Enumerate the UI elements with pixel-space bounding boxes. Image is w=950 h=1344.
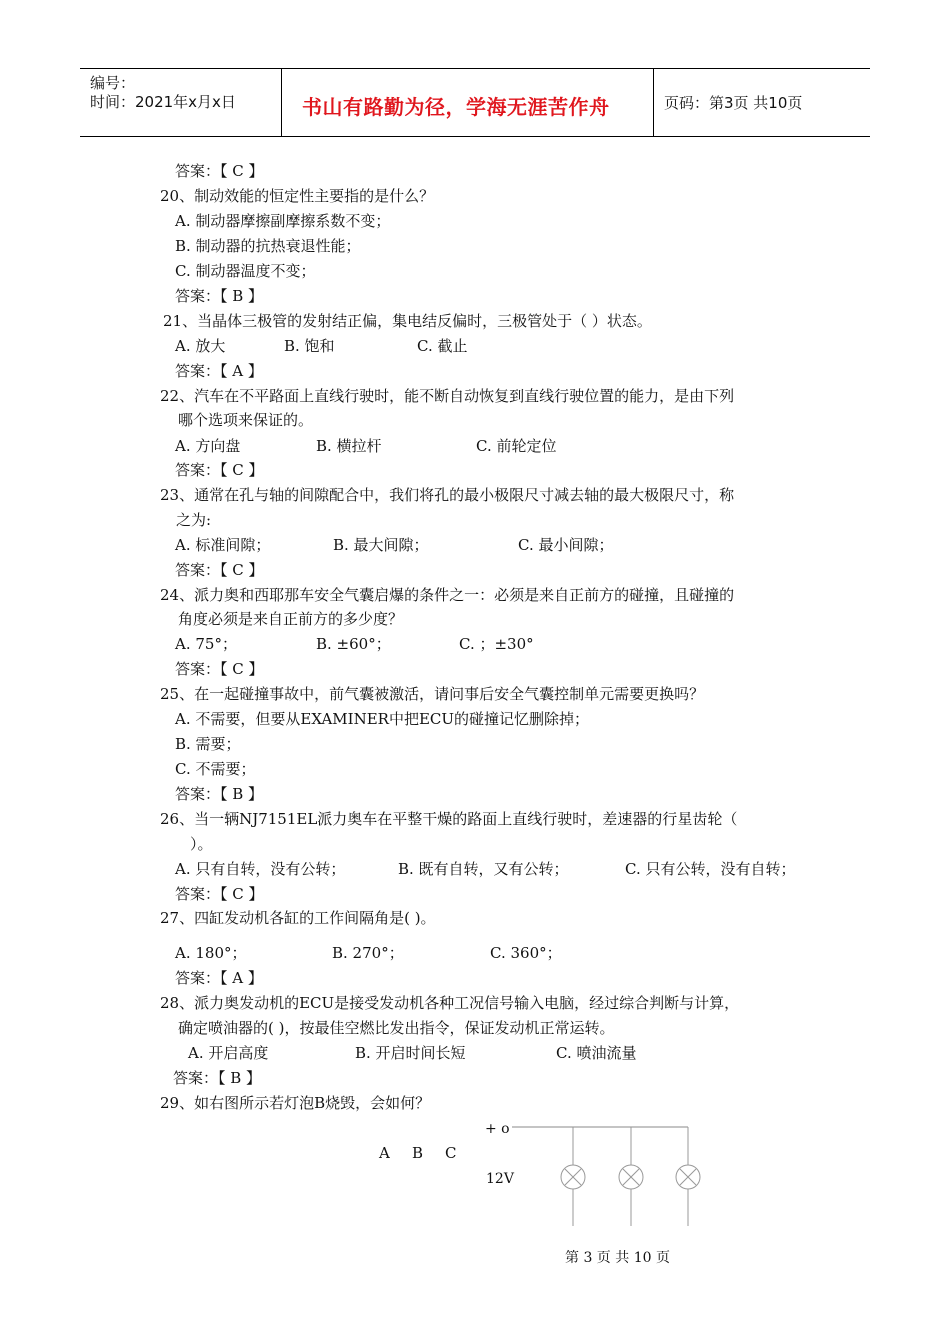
- option-26b: B. 既有自转，又有公转；: [398, 860, 569, 878]
- option-21b: B. 饱和: [284, 337, 335, 355]
- option-21c: C. 截止: [417, 337, 468, 355]
- question-24-line1: 24、派力奥和西耶那车安全气囊启爆的条件之一：必须是来自正前方的碰撞，且碰撞的: [160, 586, 735, 604]
- lamp-label-b: B: [412, 1144, 424, 1162]
- answer-26: 答案：【 C 】: [175, 885, 264, 903]
- question-21: 21、当晶体三极管的发射结正偏，集电结反偏时，三极管处于（ ）状态。: [163, 312, 652, 330]
- option-20a: A. 制动器摩擦副摩擦系数不变；: [175, 212, 391, 230]
- voltage-label: 12V: [486, 1171, 514, 1187]
- option-21a: A. 放大: [175, 337, 226, 355]
- page-info: 页码：第3页 共10页: [664, 94, 803, 112]
- positive-terminal-label: + o: [485, 1121, 510, 1137]
- answer-25: 答案：【 B 】: [175, 785, 264, 803]
- option-22b: B. 横拉杆: [316, 437, 382, 455]
- question-23-line2: 之为:: [176, 511, 212, 529]
- option-25a: A. 不需要，但要从EXAMINER中把ECU的碰撞记忆删除掉；: [175, 710, 590, 728]
- option-20b: B. 制动器的抗热衰退性能；: [175, 237, 361, 255]
- answer-22: 答案：【 C 】: [175, 461, 264, 479]
- header-motto: 书山有路勤为径，学海无涯苦作舟: [302, 95, 610, 119]
- option-25b: B. 需要；: [175, 735, 241, 753]
- serial-label: 编号：: [90, 74, 136, 92]
- option-22c: C. 前轮定位: [476, 437, 557, 455]
- page-footer: 第 3 页 共 10 页: [565, 1250, 670, 1266]
- question-23-line1: 23、通常在孔与轴的间隙配合中，我们将孔的最小极限尺寸减去轴的最大极限尺寸，称: [160, 486, 735, 504]
- option-23b: B. 最大间隙；: [333, 536, 429, 554]
- option-26c: C. 只有公转，没有自转；: [625, 860, 796, 878]
- page-header: [80, 68, 870, 137]
- option-27c: C. 360°；: [490, 944, 562, 962]
- option-27a: A. 180°；: [175, 944, 247, 962]
- question-24-line2: 角度必须是来自正前方的多少度？: [178, 610, 404, 628]
- option-26a: A. 只有自转，没有公转；: [175, 860, 346, 878]
- question-29: 29、如右图所示若灯泡B烧毁，会如何？: [160, 1094, 431, 1112]
- option-25c: C. 不需要；: [175, 760, 256, 778]
- circuit-wiring: [500, 1118, 720, 1230]
- date-line: 时间：2021年x月x日: [90, 93, 236, 111]
- option-28b: B. 开启时间长短: [355, 1044, 466, 1062]
- question-20: 20、制动效能的恒定性主要指的是什么？: [160, 187, 435, 205]
- lamp-label-c: C: [445, 1144, 457, 1162]
- question-27: 27、四缸发动机各缸的工作间隔角是( )。: [160, 909, 436, 927]
- option-27b: B. 270°；: [332, 944, 404, 962]
- header-left-cell: [80, 69, 282, 136]
- question-28-line1: 28、派力奥发动机的ECU是接受发动机各种工况信号输入电脑，经过综合判断与计算，: [160, 994, 740, 1012]
- answer-23: 答案：【 C 】: [175, 561, 264, 579]
- option-23c: C. 最小间隙；: [518, 536, 614, 554]
- lamp-a-icon: [561, 1165, 585, 1189]
- question-25: 25、在一起碰撞事故中，前气囊被激活，请问事后安全气囊控制单元需要更换吗？: [160, 685, 705, 703]
- option-24c: C. ；±30°: [459, 635, 534, 653]
- option-22a: A. 方向盘: [175, 437, 241, 455]
- option-20c: C. 制动器温度不变；: [175, 262, 316, 280]
- option-24a: A. 75°；: [175, 635, 237, 653]
- header-right-cell: [653, 69, 871, 136]
- question-22-line2: 哪个选项来保证的。: [178, 411, 314, 429]
- option-28a: A. 开启高度: [188, 1044, 269, 1062]
- lamp-c-icon: [676, 1165, 700, 1189]
- option-28c: C. 喷油流量: [556, 1044, 637, 1062]
- lamp-b-icon: [619, 1165, 643, 1189]
- answer-20: 答案：【 B 】: [175, 287, 264, 305]
- question-28-line2: 确定喷油器的( )，按最佳空燃比发出指令，保证发动机正常运转。: [178, 1019, 615, 1037]
- answer-19: 答案：【 C 】: [175, 162, 264, 180]
- question-26-line2: ）。: [190, 835, 213, 853]
- answer-21: 答案：【 A 】: [175, 362, 263, 380]
- answer-24: 答案：【 C 】: [175, 660, 264, 678]
- option-24b: B. ±60°；: [316, 635, 391, 653]
- question-26-line1: 26、当一辆NJ7151EL派力奥车在平整干燥的路面上直线行驶时，差速器的行星齿轮（: [160, 810, 738, 828]
- question-22-line1: 22、汽车在不平路面上直线行驶时，能不断自动恢复到直线行驶位置的能力，是由下列: [160, 387, 735, 405]
- option-23a: A. 标准间隙；: [175, 536, 271, 554]
- lamp-label-a: A: [379, 1144, 390, 1162]
- answer-28: 答案：【 B 】: [173, 1069, 262, 1087]
- answer-27: 答案：【 A 】: [175, 969, 263, 987]
